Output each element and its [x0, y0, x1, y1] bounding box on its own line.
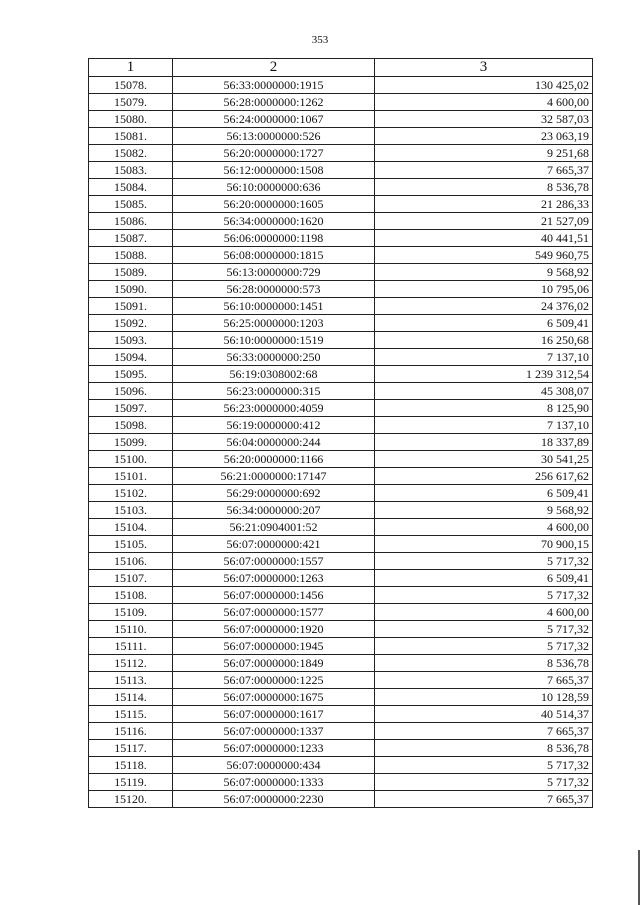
row-number-cell: 15111. [89, 638, 173, 655]
amount-cell: 21 527,09 [375, 213, 593, 230]
table-row [89, 621, 593, 638]
row-number-cell: 15105. [89, 536, 173, 553]
table-row [89, 672, 593, 689]
amount-cell: 5 717,32 [375, 638, 593, 655]
amount-cell: 18 337,89 [375, 434, 593, 451]
cadastral-number-cell: 56:13:0000000:729 [173, 264, 375, 281]
table-row [89, 264, 593, 281]
row-number-cell: 15097. [89, 400, 173, 417]
amount-cell: 70 900,15 [375, 536, 593, 553]
cadastral-number-cell: 56:20:0000000:1727 [173, 145, 375, 162]
table-body [89, 77, 593, 808]
row-number-cell: 15094. [89, 349, 173, 366]
cadastral-number-cell: 56:23:0000000:315 [173, 383, 375, 400]
table-row [89, 791, 593, 808]
table-row [89, 94, 593, 111]
table-header-row [89, 59, 593, 77]
row-number-cell: 15090. [89, 281, 173, 298]
amount-cell: 21 286,33 [375, 196, 593, 213]
page-number: 353 [311, 34, 329, 46]
registry-table [88, 58, 593, 808]
table-row [89, 434, 593, 451]
amount-cell: 6 509,41 [375, 570, 593, 587]
row-number-cell: 15081. [89, 128, 173, 145]
row-number-cell: 15104. [89, 519, 173, 536]
amount-cell: 5 717,32 [375, 774, 593, 791]
table-row [89, 536, 593, 553]
cadastral-number-cell: 56:07:0000000:1456 [173, 587, 375, 604]
cadastral-number-cell: 56:23:0000000:4059 [173, 400, 375, 417]
amount-cell: 24 376,02 [375, 298, 593, 315]
table-row [89, 196, 593, 213]
cadastral-number-cell: 56:07:0000000:1333 [173, 774, 375, 791]
row-number-cell: 15078. [89, 77, 173, 94]
row-number-cell: 15079. [89, 94, 173, 111]
row-number-cell: 15115. [89, 706, 173, 723]
row-number-cell: 15109. [89, 604, 173, 621]
row-number-cell: 15085. [89, 196, 173, 213]
row-number-cell: 15088. [89, 247, 173, 264]
amount-cell: 130 425,02 [375, 77, 593, 94]
table-row [89, 502, 593, 519]
table-row [89, 247, 593, 264]
amount-cell: 8 125,90 [375, 400, 593, 417]
table-row [89, 298, 593, 315]
cadastral-number-cell: 56:13:0000000:526 [173, 128, 375, 145]
column-header-amount: 3 [375, 59, 593, 77]
cadastral-number-cell: 56:25:0000000:1203 [173, 315, 375, 332]
row-number-cell: 15093. [89, 332, 173, 349]
cadastral-number-cell: 56:34:0000000:207 [173, 502, 375, 519]
row-number-cell: 15083. [89, 162, 173, 179]
amount-cell: 5 717,32 [375, 621, 593, 638]
row-number-cell: 15099. [89, 434, 173, 451]
amount-cell: 9 568,92 [375, 264, 593, 281]
table-row [89, 689, 593, 706]
amount-cell: 5 717,32 [375, 553, 593, 570]
amount-cell: 4 600,00 [375, 94, 593, 111]
row-number-cell: 15103. [89, 502, 173, 519]
table-row [89, 417, 593, 434]
cadastral-number-cell: 56:07:0000000:1263 [173, 570, 375, 587]
cadastral-number-cell: 56:28:0000000:1262 [173, 94, 375, 111]
cadastral-number-cell: 56:04:0000000:244 [173, 434, 375, 451]
table-row [89, 162, 593, 179]
amount-cell: 7 137,10 [375, 349, 593, 366]
amount-cell: 8 536,78 [375, 655, 593, 672]
row-number-cell: 15107. [89, 570, 173, 587]
row-number-cell: 15082. [89, 145, 173, 162]
table-row [89, 451, 593, 468]
table-row [89, 485, 593, 502]
table-row [89, 111, 593, 128]
row-number-cell: 15098. [89, 417, 173, 434]
amount-cell: 5 717,32 [375, 587, 593, 604]
cadastral-number-cell: 56:07:0000000:1945 [173, 638, 375, 655]
table-row [89, 128, 593, 145]
table-row [89, 706, 593, 723]
cadastral-number-cell: 56:10:0000000:636 [173, 179, 375, 196]
cadastral-number-cell: 56:08:0000000:1815 [173, 247, 375, 264]
amount-cell: 10 795,06 [375, 281, 593, 298]
cadastral-number-cell: 56:07:0000000:1675 [173, 689, 375, 706]
table-row [89, 281, 593, 298]
cadastral-number-cell: 56:10:0000000:1519 [173, 332, 375, 349]
column-header-number: 1 [89, 59, 173, 77]
table-row [89, 332, 593, 349]
amount-cell: 5 717,32 [375, 757, 593, 774]
amount-cell: 6 509,41 [375, 485, 593, 502]
amount-cell: 7 137,10 [375, 417, 593, 434]
row-number-cell: 15116. [89, 723, 173, 740]
table-row [89, 230, 593, 247]
table-row [89, 587, 593, 604]
cadastral-number-cell: 56:07:0000000:1617 [173, 706, 375, 723]
row-number-cell: 15108. [89, 587, 173, 604]
cadastral-number-cell: 56:21:0000000:17147 [173, 468, 375, 485]
cadastral-number-cell: 56:06:0000000:1198 [173, 230, 375, 247]
table-row [89, 553, 593, 570]
table-row [89, 366, 593, 383]
row-number-cell: 15119. [89, 774, 173, 791]
row-number-cell: 15095. [89, 366, 173, 383]
cadastral-number-cell: 56:07:0000000:421 [173, 536, 375, 553]
amount-cell: 7 665,37 [375, 791, 593, 808]
row-number-cell: 15080. [89, 111, 173, 128]
table-row [89, 77, 593, 94]
table-row [89, 638, 593, 655]
cadastral-number-cell: 56:33:0000000:250 [173, 349, 375, 366]
amount-cell: 9 251,68 [375, 145, 593, 162]
amount-cell: 8 536,78 [375, 740, 593, 757]
cadastral-number-cell: 56:12:0000000:1508 [173, 162, 375, 179]
table-row [89, 655, 593, 672]
row-number-cell: 15112. [89, 655, 173, 672]
amount-cell: 23 063,19 [375, 128, 593, 145]
cadastral-number-cell: 56:07:0000000:1557 [173, 553, 375, 570]
row-number-cell: 15091. [89, 298, 173, 315]
table-row [89, 400, 593, 417]
amount-cell: 32 587,03 [375, 111, 593, 128]
table-row [89, 468, 593, 485]
row-number-cell: 15118. [89, 757, 173, 774]
row-number-cell: 15114. [89, 689, 173, 706]
amount-cell: 16 250,68 [375, 332, 593, 349]
cadastral-number-cell: 56:24:0000000:1067 [173, 111, 375, 128]
cadastral-number-cell: 56:07:0000000:1920 [173, 621, 375, 638]
cadastral-number-cell: 56:07:0000000:1233 [173, 740, 375, 757]
amount-cell: 45 308,07 [375, 383, 593, 400]
table-row [89, 570, 593, 587]
cadastral-number-cell: 56:19:0308002:68 [173, 366, 375, 383]
amount-cell: 9 568,92 [375, 502, 593, 519]
table-row [89, 723, 593, 740]
row-number-cell: 15117. [89, 740, 173, 757]
row-number-cell: 15113. [89, 672, 173, 689]
cadastral-number-cell: 56:10:0000000:1451 [173, 298, 375, 315]
table-row [89, 774, 593, 791]
amount-cell: 256 617,62 [375, 468, 593, 485]
cadastral-number-cell: 56:07:0000000:1577 [173, 604, 375, 621]
amount-cell: 40 514,37 [375, 706, 593, 723]
table-row [89, 179, 593, 196]
amount-cell: 10 128,59 [375, 689, 593, 706]
row-number-cell: 15120. [89, 791, 173, 808]
table-row [89, 383, 593, 400]
row-number-cell: 15101. [89, 468, 173, 485]
table-row [89, 349, 593, 366]
amount-cell: 40 441,51 [375, 230, 593, 247]
table-row [89, 604, 593, 621]
row-number-cell: 15106. [89, 553, 173, 570]
amount-cell: 8 536,78 [375, 179, 593, 196]
row-number-cell: 15086. [89, 213, 173, 230]
amount-cell: 7 665,37 [375, 723, 593, 740]
amount-cell: 6 509,41 [375, 315, 593, 332]
row-number-cell: 15087. [89, 230, 173, 247]
table-row [89, 213, 593, 230]
cadastral-number-cell: 56:07:0000000:1849 [173, 655, 375, 672]
amount-cell: 1 239 312,54 [375, 366, 593, 383]
amount-cell: 549 960,75 [375, 247, 593, 264]
cadastral-number-cell: 56:20:0000000:1605 [173, 196, 375, 213]
cadastral-number-cell: 56:07:0000000:434 [173, 757, 375, 774]
cadastral-number-cell: 56:20:0000000:1166 [173, 451, 375, 468]
row-number-cell: 15110. [89, 621, 173, 638]
cadastral-number-cell: 56:33:0000000:1915 [173, 77, 375, 94]
table-row [89, 740, 593, 757]
row-number-cell: 15096. [89, 383, 173, 400]
amount-cell: 7 665,37 [375, 672, 593, 689]
row-number-cell: 15084. [89, 179, 173, 196]
cadastral-number-cell: 56:07:0000000:2230 [173, 791, 375, 808]
table-row [89, 145, 593, 162]
table-row [89, 519, 593, 536]
cadastral-number-cell: 56:07:0000000:1337 [173, 723, 375, 740]
row-number-cell: 15100. [89, 451, 173, 468]
cadastral-number-cell: 56:28:0000000:573 [173, 281, 375, 298]
row-number-cell: 15092. [89, 315, 173, 332]
row-number-cell: 15102. [89, 485, 173, 502]
column-header-cadastral: 2 [173, 59, 375, 77]
cadastral-number-cell: 56:07:0000000:1225 [173, 672, 375, 689]
cadastral-number-cell: 56:34:0000000:1620 [173, 213, 375, 230]
cadastral-number-cell: 56:21:0904001:52 [173, 519, 375, 536]
amount-cell: 4 600,00 [375, 604, 593, 621]
amount-cell: 7 665,37 [375, 162, 593, 179]
table-row [89, 315, 593, 332]
amount-cell: 4 600,00 [375, 519, 593, 536]
cadastral-number-cell: 56:19:0000000:412 [173, 417, 375, 434]
amount-cell: 30 541,25 [375, 451, 593, 468]
row-number-cell: 15089. [89, 264, 173, 281]
cadastral-number-cell: 56:29:0000000:692 [173, 485, 375, 502]
table-row [89, 757, 593, 774]
